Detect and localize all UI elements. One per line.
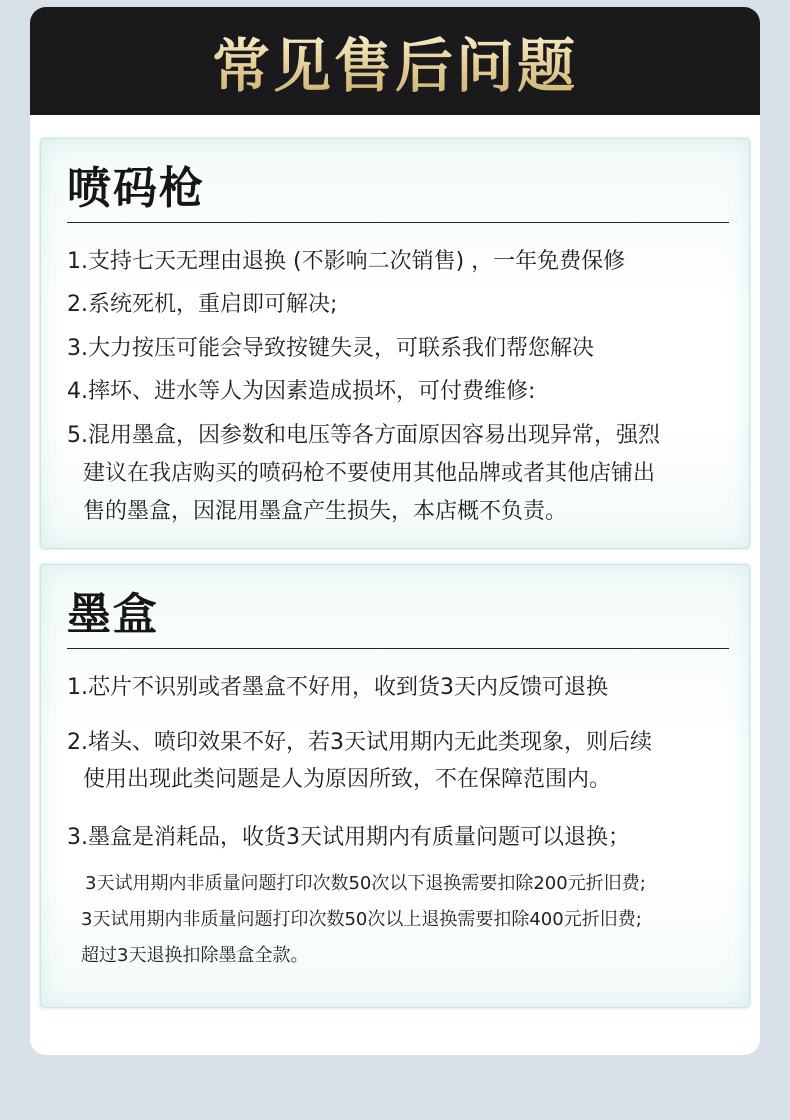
list-item: 2.堵头、喷印效果不好，若3天试用期内无此类现象，则后续 — [67, 730, 652, 755]
faq-card — [30, 7, 760, 1055]
list-item: 4.摔坏、进水等人为因素造成损坏，可付费维修: — [67, 379, 536, 404]
section-divider — [67, 648, 729, 649]
section-title: 喷码枪 — [67, 163, 205, 214]
section-divider — [67, 222, 729, 223]
list-item: 1.芯片不识别或者墨盒不好用，收到货3天内反馈可退换 — [67, 675, 608, 700]
note-line: 3天试用期内非质量问题打印次数50次以上退换需要扣除400元折旧费; — [81, 909, 642, 930]
section-title: 墨盒 — [67, 589, 159, 640]
page-header — [30, 7, 760, 115]
note-line: 超过3天退换扣除墨盒全款。 — [81, 945, 309, 966]
page-title: 常见售后问题 — [212, 19, 578, 103]
section-spray-gun — [40, 138, 750, 549]
note-line: 3天试用期内非质量问题打印次数50次以下退换需要扣除200元折旧费; — [85, 873, 646, 894]
list-item: 3.墨盒是消耗品，收货3天试用期内有质量问题可以退换； — [67, 825, 630, 850]
list-item: 5.混用墨盒，因参数和电压等各方面原因容易出现异常，强烈 — [67, 423, 660, 448]
list-item-continued: 使用出现此类问题是人为原因所致，不在保障范围内。 — [83, 767, 612, 792]
list-item: 2.系统死机，重启即可解决; — [67, 292, 338, 317]
list-item-continued: 建议在我店购买的喷码枪不要使用其他品牌或者其他店铺出 — [83, 461, 656, 486]
list-item: 3.大力按压可能会导致按键失灵，可联系我们帮您解决 — [67, 336, 594, 361]
section-ink-cartridge — [40, 564, 750, 1008]
list-item-continued: 售的墨盒，因混用墨盒产生损失，本店概不负责。 — [83, 499, 568, 524]
list-item: 1.支持七天无理由退换 (不影响二次销售) ，一年免费保修 — [67, 249, 626, 274]
